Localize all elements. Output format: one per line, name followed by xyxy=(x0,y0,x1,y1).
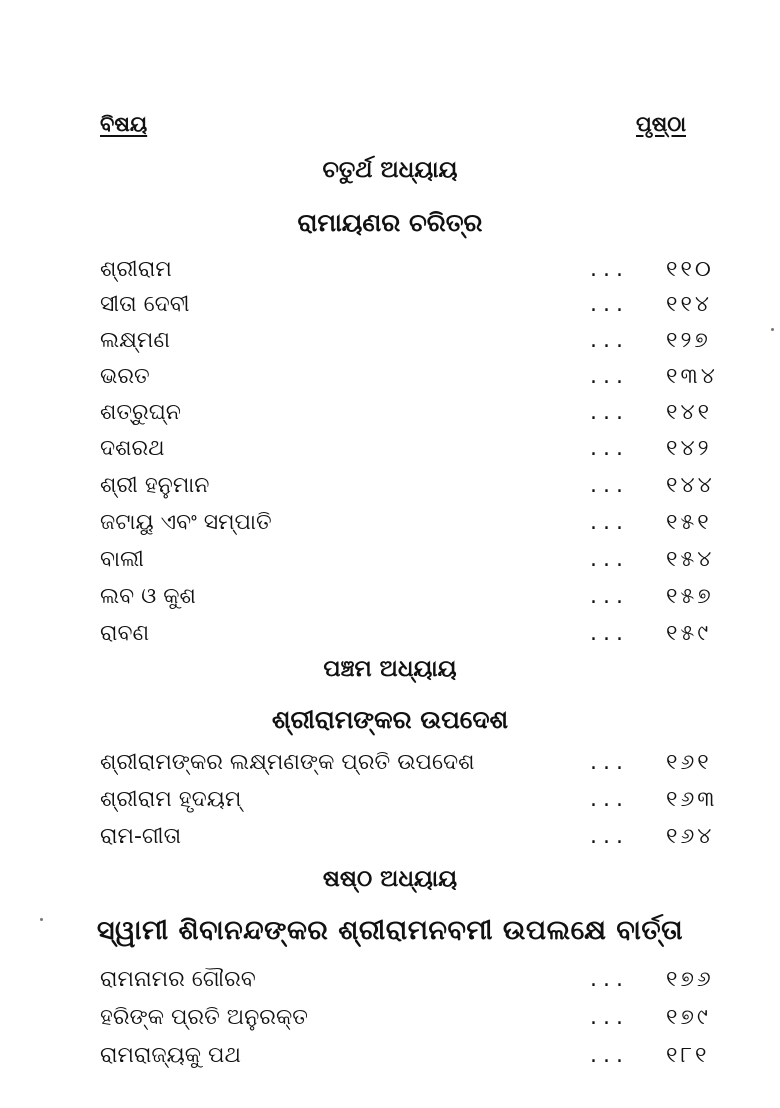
entry-leader-dots: ... xyxy=(590,510,629,535)
page-column-header: ପୃଷ୍ଠା xyxy=(636,112,687,136)
entry-page-number: ୧୭୬ xyxy=(666,967,714,992)
entry-page-number: ୧୫୭ xyxy=(666,584,714,609)
entry-page-number: ୧୪୪ xyxy=(666,473,715,498)
entry-label: ରାବଣ xyxy=(100,621,150,646)
entry-label: ଜଟାୟୁ ଏବଂ ସମ୍ପାତି xyxy=(100,510,272,535)
entry-label: ଲବ ଓ କୁଶ xyxy=(100,584,196,609)
toc-entry xyxy=(100,506,730,540)
entry-label: ଭରତ xyxy=(100,364,150,389)
chapter-heading: ପଞ୍ଚମ ଅଧ୍ୟାୟ xyxy=(323,656,457,682)
entry-label: ଦଶରଥ xyxy=(100,436,165,461)
entry-leader-dots: ... xyxy=(590,750,629,775)
toc-entry xyxy=(100,324,730,358)
toc-entry xyxy=(100,288,730,322)
toc-entry xyxy=(100,580,730,614)
entry-label: ରାମନାମର ଗୌରବ xyxy=(100,967,256,992)
entry-page-number: ୧୫୯ xyxy=(666,621,712,646)
chapter-title: ସ୍ୱାମୀ ଶିବାନନ୍ଦଙ୍କର ଶ୍ରୀରାମନବମୀ ଉପଲକ୍ଷେ ବାର୍ତ୍ତା xyxy=(96,915,684,946)
entry-leader-dots: ... xyxy=(590,400,629,425)
paper-speck xyxy=(40,918,43,921)
entry-page-number: ୧୭୯ xyxy=(666,1005,711,1030)
entry-label: ଶ୍ରୀରାମ ହୃଦୟମ୍ xyxy=(100,787,242,812)
toc-entry xyxy=(100,1039,730,1073)
entry-label: ଲକ୍ଷ୍ମଣ xyxy=(100,328,171,353)
entry-label: ବାଲୀ xyxy=(100,547,144,572)
entry-label: ଶ୍ରୀରାମଙ୍କର ଲକ୍ଷ୍ମଣଙ୍କ ପ୍ରତି ଉପଦେଶ xyxy=(100,750,475,775)
chapter-heading: ଚତୁର୍ଥ ଅଧ୍ୟାୟ xyxy=(322,157,458,183)
toc-entry xyxy=(100,617,730,651)
entry-leader-dots: ... xyxy=(590,547,629,572)
entry-page-number: ୧୧୪ xyxy=(666,292,713,317)
chapter-title: ଶ୍ରୀରାମଙ୍କର ଉପଦେଶ xyxy=(271,705,509,734)
entry-page-number: ୧୫୧ xyxy=(666,510,712,535)
entry-leader-dots: ... xyxy=(590,473,629,498)
toc-entry xyxy=(100,253,730,287)
entry-page-number: ୧୩୪ xyxy=(666,364,718,389)
toc-entry xyxy=(100,746,730,780)
entry-page-number: ୧୪୨ xyxy=(666,436,712,461)
toc-entry xyxy=(100,820,730,854)
entry-label: ରାମରାଜ୍ୟକୁ ପଥ xyxy=(100,1043,241,1068)
entry-label: ଶ୍ରୀରାମ xyxy=(100,257,172,282)
toc-entry xyxy=(100,432,730,466)
entry-page-number: ୧୫୪ xyxy=(666,547,715,572)
entry-leader-dots: ... xyxy=(590,967,629,992)
entry-page-number: ୧୧୦ xyxy=(666,257,714,282)
entry-page-number: ୧୬୩ xyxy=(666,787,718,812)
entry-label: ଶ୍ରୀ ହନୁମାନ xyxy=(100,473,210,498)
entry-page-number: ୧୬୪ xyxy=(666,824,715,849)
entry-leader-dots: ... xyxy=(590,436,629,461)
toc-entry xyxy=(100,963,730,997)
entry-page-number: ୧୮୧ xyxy=(666,1043,710,1068)
entry-leader-dots: ... xyxy=(590,584,629,609)
toc-entry xyxy=(100,469,730,503)
entry-leader-dots: ... xyxy=(590,292,629,317)
entry-label: ହରିଙ୍କ ପ୍ରତି ଅନୁରକ୍ତ xyxy=(100,1005,308,1030)
toc-entry xyxy=(100,360,730,394)
entry-leader-dots: ... xyxy=(590,1043,629,1068)
entry-leader-dots: ... xyxy=(590,328,629,353)
entry-leader-dots: ... xyxy=(590,824,629,849)
entry-label: ଶତ୍ରୁଘ୍ନ xyxy=(100,400,181,425)
toc-entry xyxy=(100,783,730,817)
entry-leader-dots: ... xyxy=(590,787,629,812)
entry-leader-dots: ... xyxy=(590,257,629,282)
chapter-title: ରାମାୟଣର ଚରିତ୍ର xyxy=(297,208,483,237)
entry-leader-dots: ... xyxy=(590,364,629,389)
paper-speck xyxy=(771,328,774,331)
subject-column-header: ବିଷୟ xyxy=(100,112,148,136)
chapter-heading: ଷଷ୍ଠ ଅଧ୍ୟାୟ xyxy=(322,866,458,892)
toc-entry xyxy=(100,396,730,430)
entry-leader-dots: ... xyxy=(590,1005,629,1030)
entry-page-number: ୧୪୧ xyxy=(666,400,713,425)
toc-entry xyxy=(100,543,730,577)
entry-page-number: ୧୨୭ xyxy=(666,328,711,353)
entry-leader-dots: ... xyxy=(590,621,629,646)
entry-label: ସୀତା ଦେବୀ xyxy=(100,292,190,317)
toc-entry xyxy=(100,1001,730,1035)
entry-page-number: ୧୬୧ xyxy=(666,750,712,775)
entry-label: ରାମ-ଗୀତା xyxy=(100,824,182,849)
